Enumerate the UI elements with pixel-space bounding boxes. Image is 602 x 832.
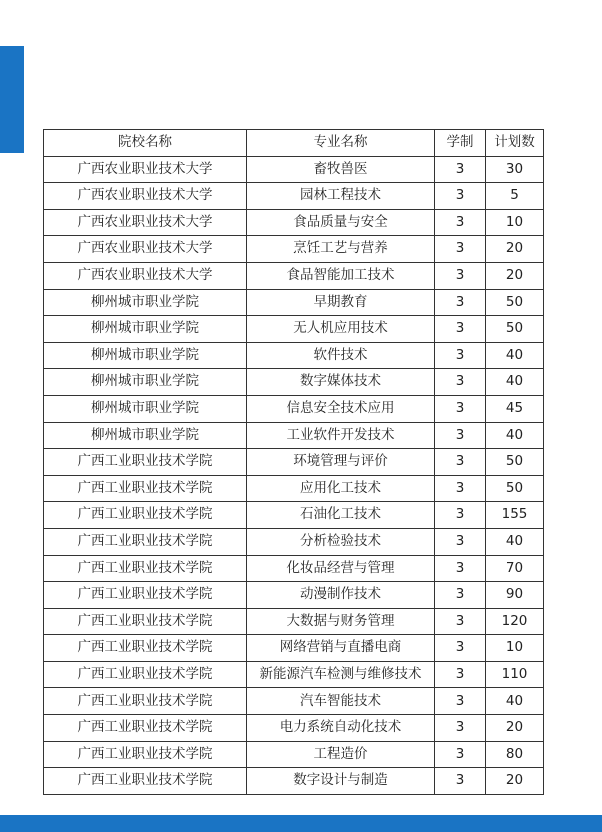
cell-school-name: 广西工业职业技术学院 — [44, 449, 247, 476]
cell-major-name: 汽车智能技术 — [247, 688, 435, 715]
cell-plan-count: 40 — [486, 422, 544, 449]
table-row — [44, 715, 544, 742]
cell-school-name: 广西工业职业技术学院 — [44, 528, 247, 555]
table-row — [44, 582, 544, 609]
cell-major-name: 分析检验技术 — [247, 528, 435, 555]
cell-duration: 3 — [435, 715, 486, 742]
cell-plan-count: 20 — [486, 768, 544, 795]
cell-plan-count: 40 — [486, 342, 544, 369]
cell-duration: 3 — [435, 342, 486, 369]
cell-duration: 3 — [435, 395, 486, 422]
cell-duration: 3 — [435, 555, 486, 582]
cell-plan-count: 20 — [486, 715, 544, 742]
header-plan-count: 计划数 — [486, 130, 544, 157]
cell-plan-count: 45 — [486, 395, 544, 422]
table-row — [44, 528, 544, 555]
cell-duration: 3 — [435, 209, 486, 236]
table-row — [44, 608, 544, 635]
cell-duration: 3 — [435, 768, 486, 795]
cell-plan-count: 155 — [486, 502, 544, 529]
table-row — [44, 741, 544, 768]
table-row — [44, 209, 544, 236]
cell-plan-count: 120 — [486, 608, 544, 635]
table-row — [44, 156, 544, 183]
cell-major-name: 早期教育 — [247, 289, 435, 316]
cell-duration: 3 — [435, 661, 486, 688]
cell-duration: 3 — [435, 528, 486, 555]
cell-major-name: 工业软件开发技术 — [247, 422, 435, 449]
table-row — [44, 449, 544, 476]
cell-school-name: 广西工业职业技术学院 — [44, 555, 247, 582]
cell-plan-count: 50 — [486, 316, 544, 343]
cell-duration: 3 — [435, 316, 486, 343]
table-row — [44, 316, 544, 343]
cell-major-name: 食品质量与安全 — [247, 209, 435, 236]
table-row — [44, 262, 544, 289]
table-row — [44, 395, 544, 422]
header-major-name: 专业名称 — [247, 130, 435, 157]
table-row — [44, 342, 544, 369]
cell-school-name: 广西工业职业技术学院 — [44, 715, 247, 742]
cell-duration: 3 — [435, 289, 486, 316]
table-row — [44, 289, 544, 316]
bottom-accent-bar — [0, 815, 602, 832]
cell-duration: 3 — [435, 449, 486, 476]
cell-duration: 3 — [435, 369, 486, 396]
cell-duration: 3 — [435, 156, 486, 183]
cell-school-name: 广西工业职业技术学院 — [44, 608, 247, 635]
cell-plan-count: 50 — [486, 449, 544, 476]
cell-duration: 3 — [435, 262, 486, 289]
cell-major-name: 应用化工技术 — [247, 475, 435, 502]
table-row — [44, 768, 544, 795]
table-row — [44, 635, 544, 662]
table-row — [44, 555, 544, 582]
cell-school-name: 广西工业职业技术学院 — [44, 475, 247, 502]
cell-duration: 3 — [435, 422, 486, 449]
cell-duration: 3 — [435, 475, 486, 502]
header-duration: 学制 — [435, 130, 486, 157]
cell-plan-count: 50 — [486, 475, 544, 502]
cell-school-name: 广西工业职业技术学院 — [44, 741, 247, 768]
cell-duration: 3 — [435, 236, 486, 263]
cell-major-name: 园林工程技术 — [247, 183, 435, 210]
side-accent-tab — [0, 46, 24, 153]
cell-plan-count: 5 — [486, 183, 544, 210]
cell-major-name: 无人机应用技术 — [247, 316, 435, 343]
cell-school-name: 广西农业职业技术大学 — [44, 209, 247, 236]
cell-major-name: 动漫制作技术 — [247, 582, 435, 609]
cell-school-name: 柳州城市职业学院 — [44, 342, 247, 369]
cell-duration: 3 — [435, 183, 486, 210]
cell-school-name: 广西工业职业技术学院 — [44, 661, 247, 688]
cell-school-name: 广西农业职业技术大学 — [44, 236, 247, 263]
cell-school-name: 广西工业职业技术学院 — [44, 502, 247, 529]
cell-school-name: 柳州城市职业学院 — [44, 316, 247, 343]
cell-school-name: 广西工业职业技术学院 — [44, 768, 247, 795]
cell-major-name: 网络营销与直播电商 — [247, 635, 435, 662]
cell-major-name: 软件技术 — [247, 342, 435, 369]
cell-major-name: 食品智能加工技术 — [247, 262, 435, 289]
cell-plan-count: 110 — [486, 661, 544, 688]
table-row — [44, 475, 544, 502]
cell-school-name: 广西工业职业技术学院 — [44, 635, 247, 662]
cell-plan-count: 80 — [486, 741, 544, 768]
cell-plan-count: 20 — [486, 262, 544, 289]
table-row — [44, 183, 544, 210]
cell-major-name: 畜牧兽医 — [247, 156, 435, 183]
enrollment-plan-table — [43, 129, 544, 795]
cell-plan-count: 70 — [486, 555, 544, 582]
cell-plan-count: 30 — [486, 156, 544, 183]
cell-plan-count: 10 — [486, 635, 544, 662]
cell-school-name: 广西工业职业技术学院 — [44, 688, 247, 715]
cell-plan-count: 40 — [486, 369, 544, 396]
cell-major-name: 大数据与财务管理 — [247, 608, 435, 635]
cell-plan-count: 40 — [486, 688, 544, 715]
table-row — [44, 236, 544, 263]
table-row — [44, 422, 544, 449]
cell-major-name: 数字媒体技术 — [247, 369, 435, 396]
cell-school-name: 柳州城市职业学院 — [44, 395, 247, 422]
header-school-name: 院校名称 — [44, 130, 247, 157]
table-row — [44, 502, 544, 529]
cell-duration: 3 — [435, 741, 486, 768]
cell-duration: 3 — [435, 688, 486, 715]
cell-plan-count: 20 — [486, 236, 544, 263]
cell-duration: 3 — [435, 635, 486, 662]
cell-major-name: 数字设计与制造 — [247, 768, 435, 795]
cell-school-name: 广西农业职业技术大学 — [44, 156, 247, 183]
cell-school-name: 柳州城市职业学院 — [44, 422, 247, 449]
cell-major-name: 工程造价 — [247, 741, 435, 768]
cell-major-name: 烹饪工艺与营养 — [247, 236, 435, 263]
cell-school-name: 广西工业职业技术学院 — [44, 582, 247, 609]
cell-school-name: 广西农业职业技术大学 — [44, 262, 247, 289]
cell-duration: 3 — [435, 502, 486, 529]
cell-plan-count: 50 — [486, 289, 544, 316]
cell-major-name: 信息安全技术应用 — [247, 395, 435, 422]
cell-school-name: 广西农业职业技术大学 — [44, 183, 247, 210]
cell-major-name: 环境管理与评价 — [247, 449, 435, 476]
table-row — [44, 688, 544, 715]
cell-plan-count: 40 — [486, 528, 544, 555]
cell-school-name: 柳州城市职业学院 — [44, 289, 247, 316]
table-row — [44, 661, 544, 688]
table-row — [44, 369, 544, 396]
cell-major-name: 石油化工技术 — [247, 502, 435, 529]
cell-plan-count: 90 — [486, 582, 544, 609]
cell-major-name: 新能源汽车检测与维修技术 — [247, 661, 435, 688]
cell-plan-count: 10 — [486, 209, 544, 236]
cell-duration: 3 — [435, 582, 486, 609]
cell-major-name: 电力系统自动化技术 — [247, 715, 435, 742]
table-header-row — [44, 130, 544, 157]
cell-duration: 3 — [435, 608, 486, 635]
cell-school-name: 柳州城市职业学院 — [44, 369, 247, 396]
cell-major-name: 化妆品经营与管理 — [247, 555, 435, 582]
